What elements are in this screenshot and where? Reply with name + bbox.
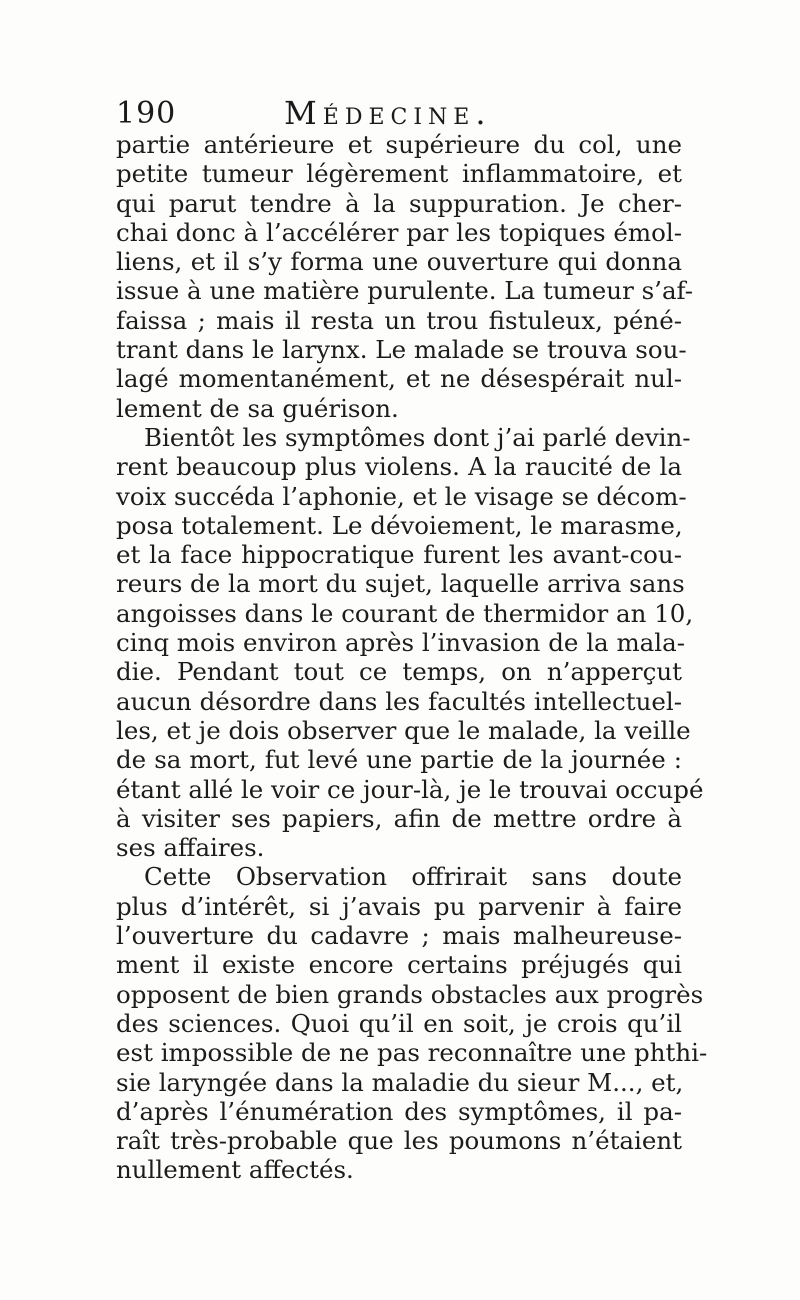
text-line: lement de sa guérison. [116,393,399,423]
text-line: ses affaires. [116,833,265,863]
text-line: d’après l’énumération des symptômes, il pa- [116,1096,682,1126]
text-line: aucun désordre dans les facultés intellectuel- [116,686,682,716]
text-line: faissa ; mais il resta un trou fistuleux, péné- [116,305,682,335]
text-line: et la face hippocratique furent les avant-cou- [116,540,682,570]
text-line: reurs de la mort du sujet, laquelle arriva sans [116,569,685,599]
text-line: angoisses dans le courant de thermidor an 10, [116,598,694,628]
text-line: rent beaucoup plus violens. A la raucité de la [116,452,682,482]
text-line: raît très-probable que les poumons n’étaient [116,1126,682,1156]
paragraph [116,862,708,1185]
text-line: plus d’intérêt, si j’avais pu parvenir à faire [116,891,682,921]
text-line: ment il existe encore certains préjugés qui [116,950,682,980]
text-line: chai donc à l’accélérer par les topiques émol- [116,217,682,247]
text-line: liens, et il s’y forma une ouverture qui donna [116,247,682,277]
paragraph [116,130,694,423]
text-line: partie antérieure et supérieure du col, une [116,130,682,159]
text-line: lagé momentanément, et ne désespérait nul- [116,364,682,394]
text-line: sie laryngée dans la maladie du sieur M..., et, [116,1067,684,1097]
text-line: de sa mort, fut levé une partie de la journée : [116,745,682,775]
text-line: les, et je dois observer que le malade, la veille [116,715,691,745]
text-line: Cette Observation offrirait sans doute [144,862,682,892]
text-line: étant allé le voir ce jour-là, je le trouvai occupé [116,774,704,804]
body-text [116,130,708,1185]
text-line: issue à une matière purulente. La tumeur s’af- [116,276,694,306]
text-line: voix succéda l’aphonie, et le visage se décom- [116,481,687,511]
text-line: trant dans le larynx. Le malade se trouva sou- [116,335,687,365]
page-number: 190 [116,96,177,131]
text-line: qui parut tendre à la suppuration. Je cher- [116,188,682,218]
text-line: posa totalement. Le dévoiement, le marasme, [116,510,683,540]
text-line: die. Pendant tout ce temps, on n’apperçut [116,657,682,687]
text-line: opposent de bien grands obstacles aux progrès [116,979,704,1009]
text-line: cinq mois environ après l’invasion de la mala- [116,628,686,658]
text-line: à visiter ses papiers, afin de mettre ordre à [116,803,682,833]
text-line: Bientôt les symptômes dont j’ai parlé devin- [144,422,691,452]
text-line: l’ouverture du cadavre ; mais malheureuse- [116,921,682,951]
text-line: petite tumeur légèrement inflammatoire, et [116,159,682,189]
text-line: des sciences. Quoi qu’il en soit, je crois qu’il [116,1008,682,1038]
running-head: Médecine. [284,94,492,132]
paragraph [116,422,704,863]
page-header [116,94,686,134]
text-line: est impossible de ne pas reconnaître une phthi- [116,1038,708,1068]
text-line: nullement affectés. [116,1155,354,1185]
